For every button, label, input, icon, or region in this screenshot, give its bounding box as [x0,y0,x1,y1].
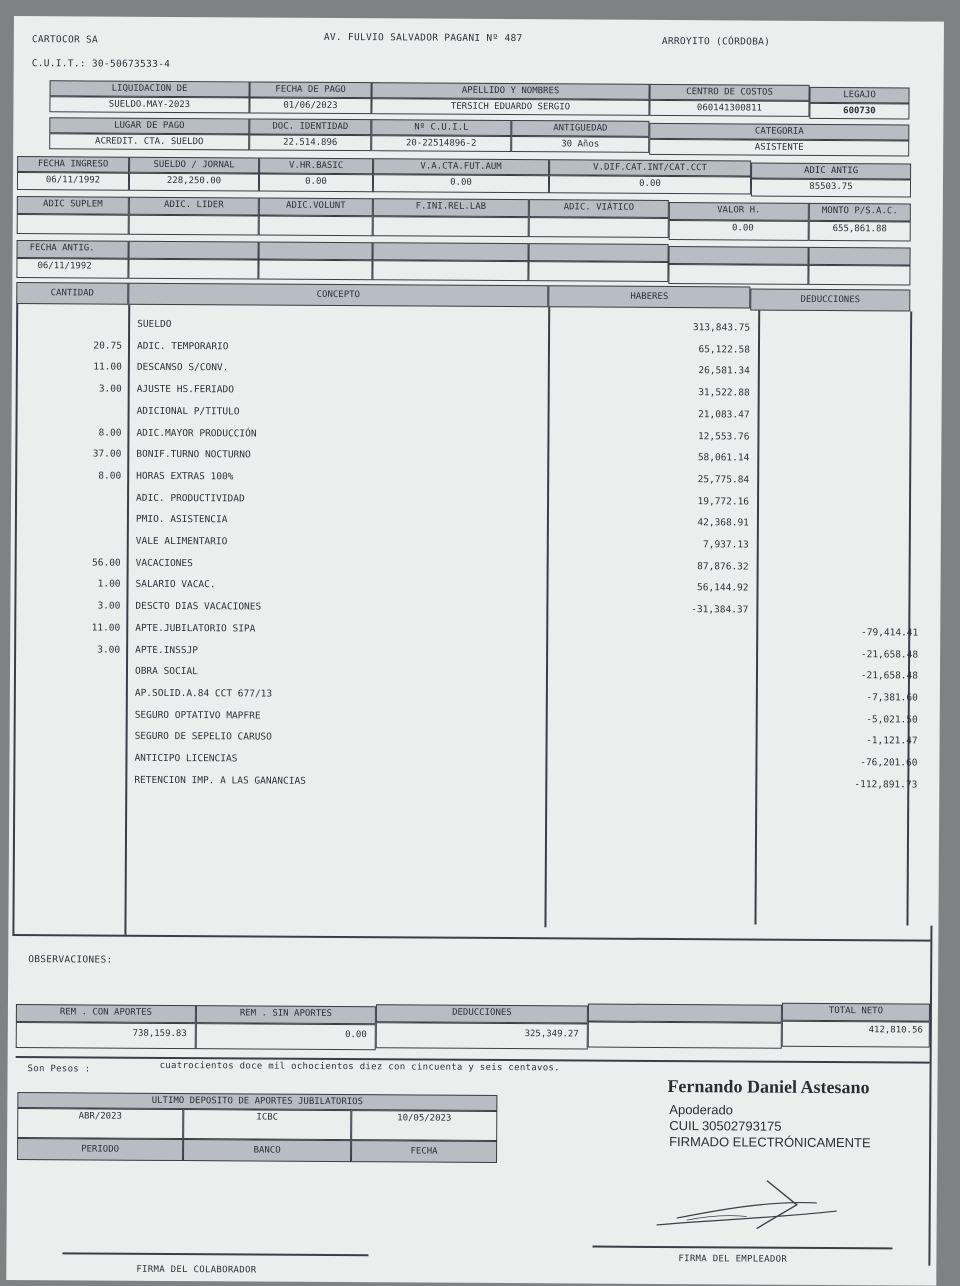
value-f-ini-rel-lab [373,216,529,237]
deposito-banco-label: BANCO [183,1139,351,1162]
value-v-dif-cat: 0.00 [549,175,751,194]
row-deducciones [781,431,919,432]
row-haberes: 65,122.58 [698,343,751,356]
company-city: ARROYITO (CÓRDOBA) [661,35,771,48]
row-concepto: APTE.INSSJP [135,644,199,656]
row-concepto: ANTICIPO LICENCIAS [134,752,238,765]
row-concepto: VACACIONES [135,557,193,569]
row-concepto: ADICIONAL P/TITULO [136,405,240,418]
row-cantidad [30,687,120,688]
row-cantidad: 8.00 [98,470,122,482]
row-concepto: HORAS EXTRAS 100% [136,470,234,483]
blank-cell [668,264,808,285]
row-concepto: APTE.JUBILATORIO SIPA [135,622,256,635]
row-cantidad: 20.75 [93,340,123,352]
row-concepto: AP.SOLID.A.84 CCT 677/13 [134,687,273,700]
label-antiguedad: ANTIGUEDAD [511,120,649,137]
row-deducciones: -21,658.48 [860,670,919,682]
row-concepto: ADIC. TEMPORARIO [136,340,229,353]
row-haberes [569,755,747,756]
row-deducciones [781,496,919,497]
row-haberes: 42,368.91 [697,517,749,529]
row-cantidad [32,405,122,406]
row-cantidad: 3.00 [97,644,121,656]
table-row [9,774,939,802]
value-v-hr-basic: 0.00 [259,173,373,192]
value-fecha-antig: 06/11/1992 [16,258,128,279]
divider [928,926,932,1266]
col-haberes: HABERES [548,285,750,308]
row-concepto: SALARIO VACAC. [135,579,216,591]
value-fecha-pago: 01/06/2023 [249,97,371,114]
row-haberes: 19,772.16 [697,495,750,508]
row-concepto: AJUSTE HS.FERIADO [136,383,234,396]
blank-cell [259,241,373,260]
blank-cell [373,242,529,261]
row-haberes: -31,384.37 [691,604,749,616]
row-deducciones: -112,891.73 [854,778,918,791]
blank-cell [129,241,259,260]
row-haberes [570,734,748,735]
signature-line-empleador [592,1246,892,1249]
label-adic-viatico: ADIC. VIÁTICO [529,199,669,218]
value-legajo: 600730 [809,103,909,120]
value-categoria: ASISTENTE [649,139,909,157]
row-deducciones: -79,414.41 [861,626,919,639]
signer-role: Apoderado [669,1102,734,1118]
label-fecha-ingreso: FECHA INGRESO [17,156,129,173]
footer-empleador: FIRMA DEL EMPLEADOR [678,1254,788,1265]
col-concepto: CONCEPTO [128,283,548,308]
col-deducciones: DEDUCCIONES [750,289,910,312]
label-adic-lider: ADIC. LIDER [129,197,259,216]
value-apellido-nombres: TERSICH EDUARDO SERGIO [371,98,649,116]
label-v-hr-basic: V.HR.BASIC [259,158,373,175]
row-cantidad: 8.00 [98,427,122,439]
row-concepto: SUELDO [137,318,172,330]
row-concepto: VALE ALIMENTARIO [135,535,228,548]
deposito-periodo-label: PERIODO [17,1138,183,1161]
deposito-fecha-label: FECHA [351,1140,497,1163]
divider [12,934,930,941]
value-liquidacion: SUELDO.MAY-2023 [49,96,249,113]
value-total-neto: 412,810.56 [782,1021,930,1048]
label-legajo: LEGAJO [809,87,909,104]
row-deducciones [782,323,920,324]
row-concepto: ADIC.MAYOR PRODUCCIÓN [136,427,257,439]
row-deducciones [782,366,920,367]
label-adic-suplem: ADIC SUPLEM [17,196,129,215]
row-haberes [569,777,747,778]
row-concepto: ADIC. PRODUCTIVIDAD [136,492,245,505]
row-deducciones: -5,021.50 [866,713,918,726]
signature-scribble-icon [647,1170,847,1241]
value-monto-sac: 655,861.88 [809,221,911,242]
row-concepto: SEGURO DE SEPELIO CARUSO [134,731,272,743]
signer-cuil: CUIL 30502793175 [669,1118,782,1134]
row-deducciones [781,518,919,519]
row-concepto: BONIF.TURNO NOCTURNO [136,448,251,461]
label-f-ini-rel-lab: F.INI.REL.LAB [373,198,529,217]
deposito-title: ULTIMO DEPOSITO DE APORTES JUBILATORIOS [17,1092,497,1111]
row-cantidad: 1.00 [97,578,121,591]
row-deducciones [781,475,919,476]
label-fecha-pago: FECHA DE PAGO [250,81,372,98]
blank-cell [668,246,808,265]
label-monto-sac: MONTO P/S.A.C. [809,203,911,222]
row-cantidad [30,665,120,666]
row-concepto: PMIO. ASISTENCIA [135,514,228,526]
company-address: AV. FULVIO SALVADOR PAGANI Nº 487 [323,31,523,45]
row-deducciones [782,409,920,410]
row-deducciones [781,540,919,541]
blank-cell [128,259,258,280]
row-haberes [570,647,748,648]
label-adic-volunt: ADIC.VOLUNT [259,197,373,216]
value-fecha-ingreso: 06/11/1992 [17,172,129,191]
blank-cell [372,260,528,281]
signer-note: FIRMADO ELECTRÓNICAMENTE [669,1134,871,1151]
deposito-banco-value: ICBC [183,1109,351,1140]
value-adic-volunt [259,215,373,236]
row-haberes [570,669,748,670]
label-cuil: Nº C.U.I.L [371,119,511,136]
signer-name: Fernando Daniel Astesano [667,1076,870,1098]
row-cantidad: 3.00 [97,600,121,612]
row-cantidad: 37.00 [92,448,122,460]
value-adic-viatico [529,217,669,238]
row-deducciones [781,561,919,562]
row-haberes: 313,843.75 [692,322,751,334]
row-haberes: 56,144.92 [697,582,749,594]
row-cantidad: 11.00 [91,622,121,634]
row-deducciones [782,344,920,345]
row-haberes: 26,581.34 [698,365,750,377]
label-valor-h: VALOR H. [669,202,809,221]
row-cantidad [30,730,120,731]
value-centro-costos: 060141300811 [649,100,809,117]
row-cantidad [31,492,121,493]
value-sueldo-jornal: 228,250.00 [129,173,259,192]
row-cantidad: 3.00 [98,383,122,395]
label-rem-con-aportes: REM . CON APORTES [16,1004,196,1023]
row-concepto: RETENCION IMP. A LAS GANANCIAS [134,774,306,787]
label-fecha-antig: FECHA ANTIG. [17,240,129,259]
row-haberes [570,625,748,626]
row-cantidad [31,535,121,536]
row-deducciones [781,453,919,454]
label-v-dif-cat: V.DIF.CAT.INT/CAT.CCT [549,159,751,176]
row-deducciones [782,388,920,389]
value-rem-sin-aportes: 0.00 [196,1023,376,1050]
label-v-a-cta: V.A.CTA.FUT.AUM [373,158,549,175]
value-v-a-cta: 0.00 [373,174,549,193]
value-rem-con-aportes: 738,159.83 [16,1022,196,1049]
value-adic-lider [129,215,259,236]
row-cantidad [30,752,120,753]
value-blank [588,1022,782,1049]
footer-colaborador: FIRMA DEL COLABORADOR [136,1264,257,1276]
row-haberes: 31,522.88 [698,387,750,399]
label-lugar-pago: LUGAR DE PAGO [49,117,249,134]
row-haberes: 87,876.32 [697,560,749,573]
label-blank [588,1004,782,1023]
row-cantidad [29,774,119,775]
label-doc-identidad: DOC. IDENTIDAD [249,118,371,135]
row-haberes [570,690,748,691]
value-adic-antig: 85503.75 [751,179,911,198]
value-deducciones: 325,349.27 [376,1022,588,1049]
row-haberes [570,712,748,713]
row-haberes: 25,775.84 [697,474,750,486]
row-haberes: 58,061.14 [697,452,750,464]
row-haberes: 7,937.13 [702,539,749,551]
row-deducciones: -76,201.60 [860,757,918,769]
row-deducciones [781,583,919,584]
row-haberes: 12,553.76 [697,430,750,443]
blank-cell [808,247,910,266]
label-total-neto: TOTAL NETO [782,1003,930,1022]
son-pesos-label: Son Pesos : [27,1064,91,1075]
label-liquidacion: LIQUIDACION DE [50,80,250,97]
row-cantidad [31,513,121,514]
label-centro-costos: CENTRO DE COSTOS [649,84,809,101]
blank-cell [529,243,669,262]
row-deducciones [780,605,918,606]
signature-line-colaborador [62,1252,368,1255]
row-cantidad [30,709,120,710]
blank-cell [808,265,910,286]
row-concepto: OBRA SOCIAL [134,665,198,678]
row-concepto: DESCANSO S/CONV. [136,362,229,374]
value-lugar-pago: ACREDIT. CTA. SUELDO [49,133,249,150]
value-doc-identidad: 22.514.896 [249,134,371,151]
observaciones-label: OBSERVACIONES: [28,954,113,966]
label-categoria: CATEGORIA [649,123,909,141]
row-haberes: 21,083.47 [698,408,750,421]
row-deducciones: -7,381.60 [866,692,918,704]
row-deducciones: -1,121.47 [866,735,918,747]
row-deducciones: -21,658.48 [860,648,919,661]
row-cantidad [32,318,122,319]
son-pesos-text: cuatrocientos doce mil ochocientos diez con cincuenta y seis centavos. [159,1060,560,1074]
label-sueldo-jornal: SUELDO / JORNAL [129,157,259,174]
row-concepto: DESCTO DIAS VACACIONES [135,600,262,613]
label-apellido-nombres: APELLIDO Y NOMBRES [372,82,650,100]
value-adic-suplem [17,214,129,235]
company-cuit: C.U.I.T.: 30-50673533-4 [31,58,171,70]
blank-cell [258,259,372,280]
label-deducciones: DEDUCCIONES [376,1004,588,1023]
payslip-sheet [6,16,944,1286]
row-concepto: SEGURO OPTATIVO MAPFRE [134,709,261,722]
label-rem-sin-aportes: REM . SIN APORTES [196,1005,376,1024]
deposito-fecha-value: 10/05/2023 [351,1110,497,1141]
value-valor-h: 0.00 [669,220,809,241]
deposito-periodo-value: ABR/2023 [17,1108,183,1139]
company-name: CARTOCOR SA [31,34,99,46]
label-adic-antig: ADIC ANTIG [751,163,911,180]
value-antiguedad: 30 Años [511,136,649,153]
row-cantidad: 56.00 [92,557,121,569]
value-cuil: 20-22514896-2 [371,135,511,152]
blank-cell [528,261,668,282]
row-cantidad: 11.00 [93,361,122,374]
col-cantidad: CANTIDAD [16,282,128,305]
